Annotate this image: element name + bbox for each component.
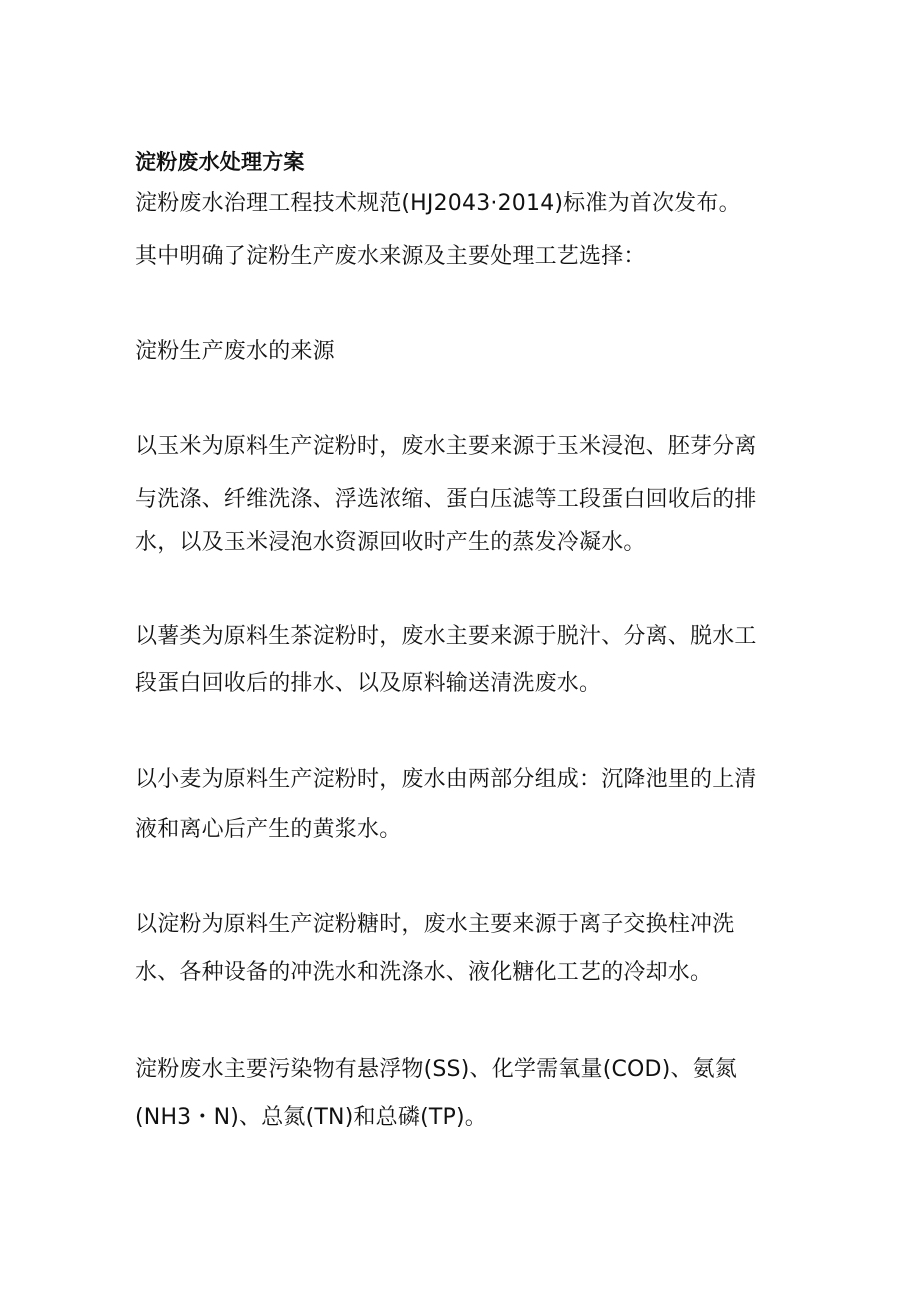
paragraph-1-line-1: 以玉米为原料生产淀粉时，废水主要来源于玉米浸泡、胚芽分离 [135,434,757,459]
intro-line-2: 其中明确了淀粉生产废水来源及主要处理工艺选择： [135,244,646,269]
document-title: 淀粉废水处理方案 [135,150,305,174]
paragraph-3-line-1: 以小麦为原料生产淀粉时，废水由两部分组成：沉降池里的上清 [135,767,757,792]
section-heading: 淀粉生产废水的来源 [135,339,335,364]
paragraph-1-line-2: 与洗涤、纤维洗涤、浮选浓缩、蛋白压滤等工段蛋白回收后的排 [135,487,757,512]
paragraph-5-line-2: (NH3・N)、总氮(TN)和总磷(TP)。 [135,1105,487,1130]
paragraph-4-line-2: 水、各种设备的冲洗水和洗涤水、液化糖化工艺的冷却水。 [135,960,713,985]
paragraph-1-line-3: 水，以及玉米浸泡水资源回收时产生的蒸发冷凝水。 [135,530,646,555]
paragraph-5-line-1: 淀粉废水主要污染物有悬浮物(SS)、化学需氧量(COD)、氨氮 [135,1057,738,1082]
paragraph-2-line-2: 段蛋白回收后的排水、以及原料输送清洗废水。 [135,671,602,696]
paragraph-2-line-1: 以薯类为原料生茶淀粉时，废水主要来源于脱汁、分离、脱水工 [135,624,757,649]
paragraph-3-line-2: 液和离心后产生的黄浆水。 [135,817,402,842]
intro-line-1: 淀粉废水治理工程技术规范(HJ2043·2014)标准为首次发布。 [135,191,741,216]
paragraph-4-line-1: 以淀粉为原料生产淀粉糖时，废水主要来源于离子交换柱冲洗 [135,912,735,937]
